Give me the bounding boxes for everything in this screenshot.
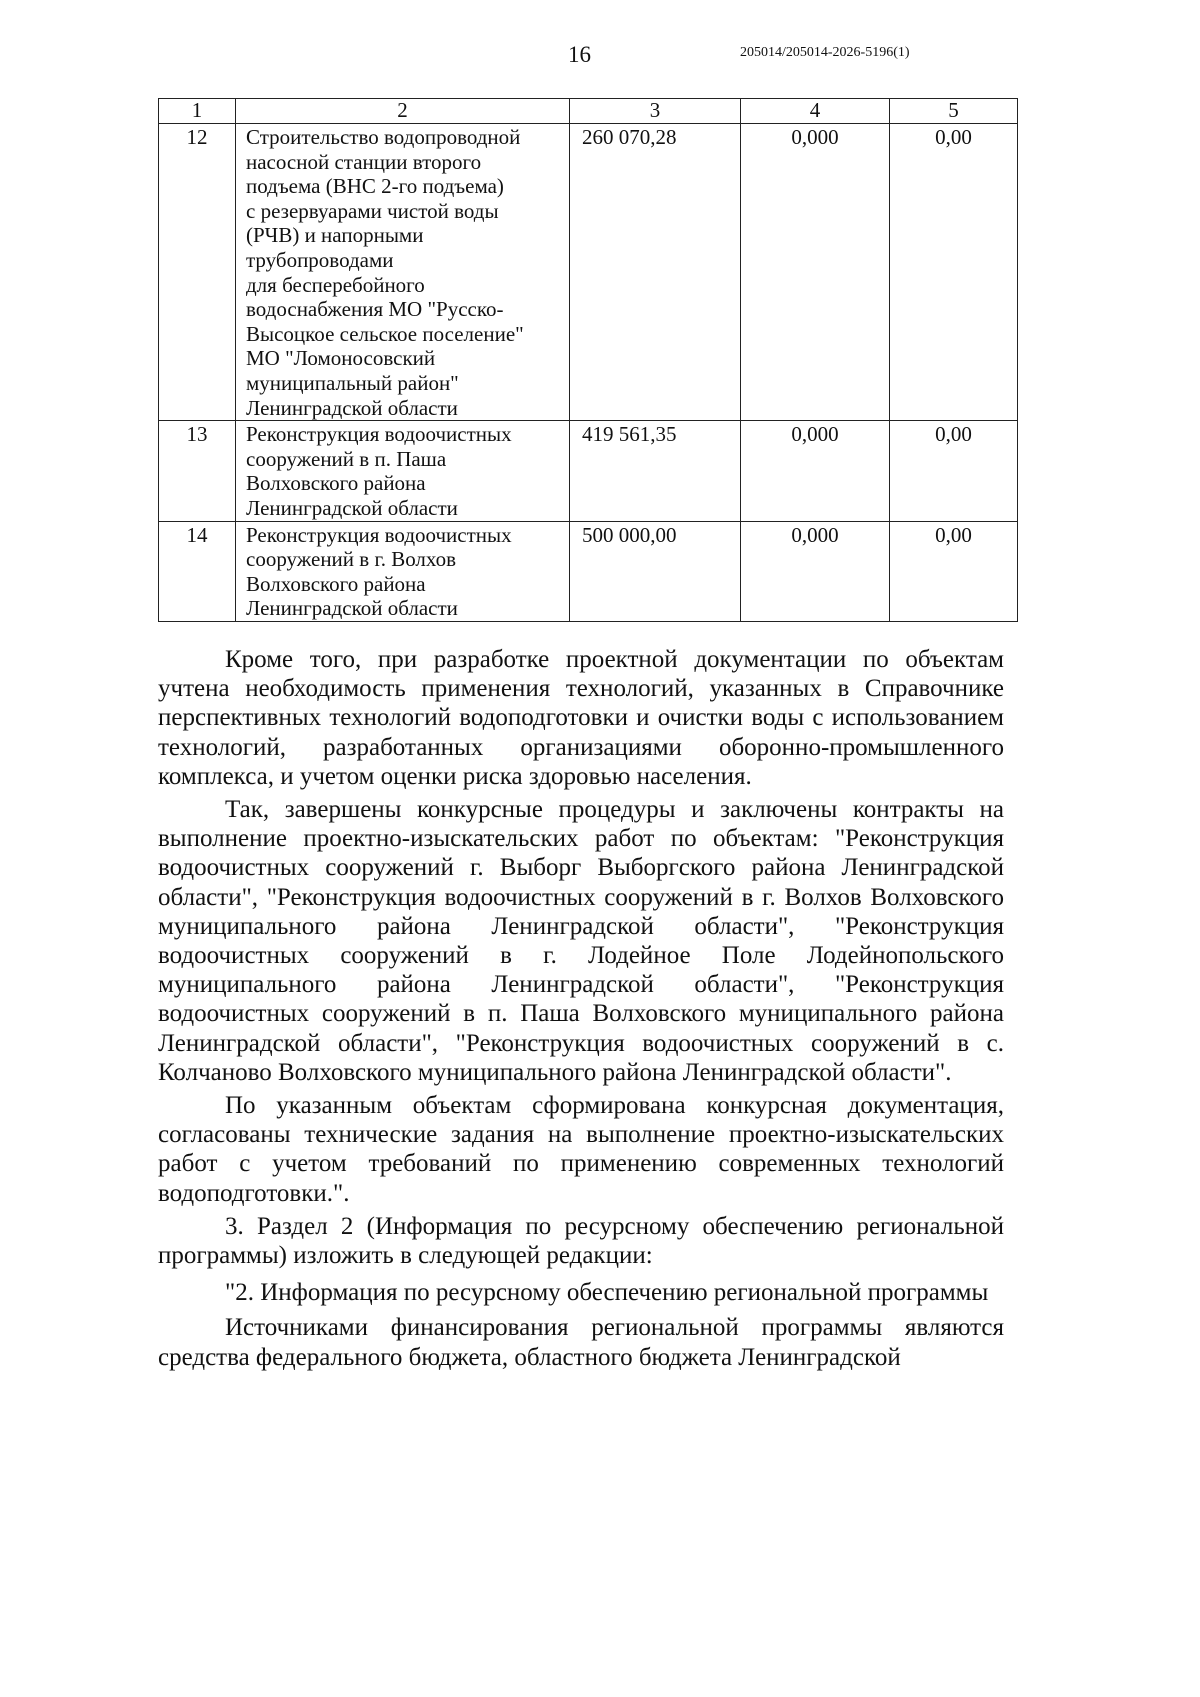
document-code: 205014/205014-2026-5196(1) — [740, 45, 910, 60]
column-number-3: 3 — [570, 99, 741, 124]
paragraph-funding-sources: Источниками финансирования региональной программы являются средства федерального бюджета, областного бюджета Ленинградской — [158, 1314, 1004, 1371]
table-header-row — [159, 99, 1018, 124]
amount-col5: 0,00 — [890, 521, 1018, 621]
column-number-2: 2 — [236, 99, 570, 124]
page-number: 16 — [568, 42, 591, 67]
column-number-5: 5 — [890, 99, 1018, 124]
amount-col5: 0,00 — [890, 421, 1018, 521]
column-number-1: 1 — [159, 99, 236, 124]
row-number: 14 — [159, 521, 236, 621]
amount-col3: 500 000,00 — [570, 521, 741, 621]
column-number-4: 4 — [741, 99, 890, 124]
amount-col4: 0,000 — [741, 421, 890, 521]
paragraph-section-amendment: 3. Раздел 2 (Информация по ресурсному обеспечению региональной программы) изложить в следующей редакции: — [158, 1212, 1004, 1270]
amount-col4: 0,000 — [741, 521, 890, 621]
table-row — [159, 421, 1018, 521]
object-name: Строительство водопроводной насосной станции второго подъема (ВНС 2-го подъема) с резервуарами чистой воды (РЧВ) и напорными трубопроводами для бесперебойного водоснабжения МО "Русско- Высоцкое сельское поселение" МО "Ломоносовский муниципальный район" Ленинградской области — [236, 124, 570, 421]
section-heading: "2. Информация по ресурсному обеспечению региональной программы — [225, 1279, 989, 1307]
amount-col4: 0,000 — [741, 124, 890, 421]
paragraph-contracts: Так, завершены конкурсные процедуры и заключены контракты на выполнение проектно-изыскательских работ по объектам: "Реконструкция водоочистных сооружений г. Выборг Выборгского района Ленинградской области", "Реконструкция водоочистных сооружений в г. Волхов Волховского муниципального района Ленинградской области", "Реконструкция водоочистных сооружений в г. Лодейное Поле Лодейнопольского муниципального района Ленинградской области", "Реконструкция водоочистных сооружений в п. Паша Волховского муниципального района Ленинградской области", "Реконструкция водоочистных сооружений в с. Колчаново Волховского муниципального района Ленинградской области". — [158, 796, 1004, 1086]
paragraph-documentation: По указанным объектам сформирована конкурсная документация, согласованы технические задания на выполнение проектно-изыскательских работ с учетом требований по применению современных технологий водоподготовки.". — [158, 1092, 1004, 1207]
object-name: Реконструкция водоочистных сооружений в г. Волхов Волховского района Ленинградской области — [236, 521, 570, 621]
amount-col3: 260 070,28 — [570, 124, 741, 421]
amount-col5: 0,00 — [890, 124, 1018, 421]
row-number: 12 — [159, 124, 236, 421]
objects-table — [158, 98, 1018, 622]
table-row — [159, 124, 1018, 421]
table-row — [159, 521, 1018, 621]
amount-col3: 419 561,35 — [570, 421, 741, 521]
paragraph-technologies: Кроме того, при разработке проектной документации по объектам учтена необходимость применения технологий, указанных в Справочнике перспективных технологий водоподготовки и очистки воды с использованием технологий, разработанных организациями оборонно-промышленного комплекса, и учетом оценки риска здоровью населения. — [158, 646, 1004, 790]
object-name: Реконструкция водоочистных сооружений в п. Паша Волховского района Ленинградской области — [236, 421, 570, 521]
body-text — [158, 645, 1004, 1372]
row-number: 13 — [159, 421, 236, 521]
